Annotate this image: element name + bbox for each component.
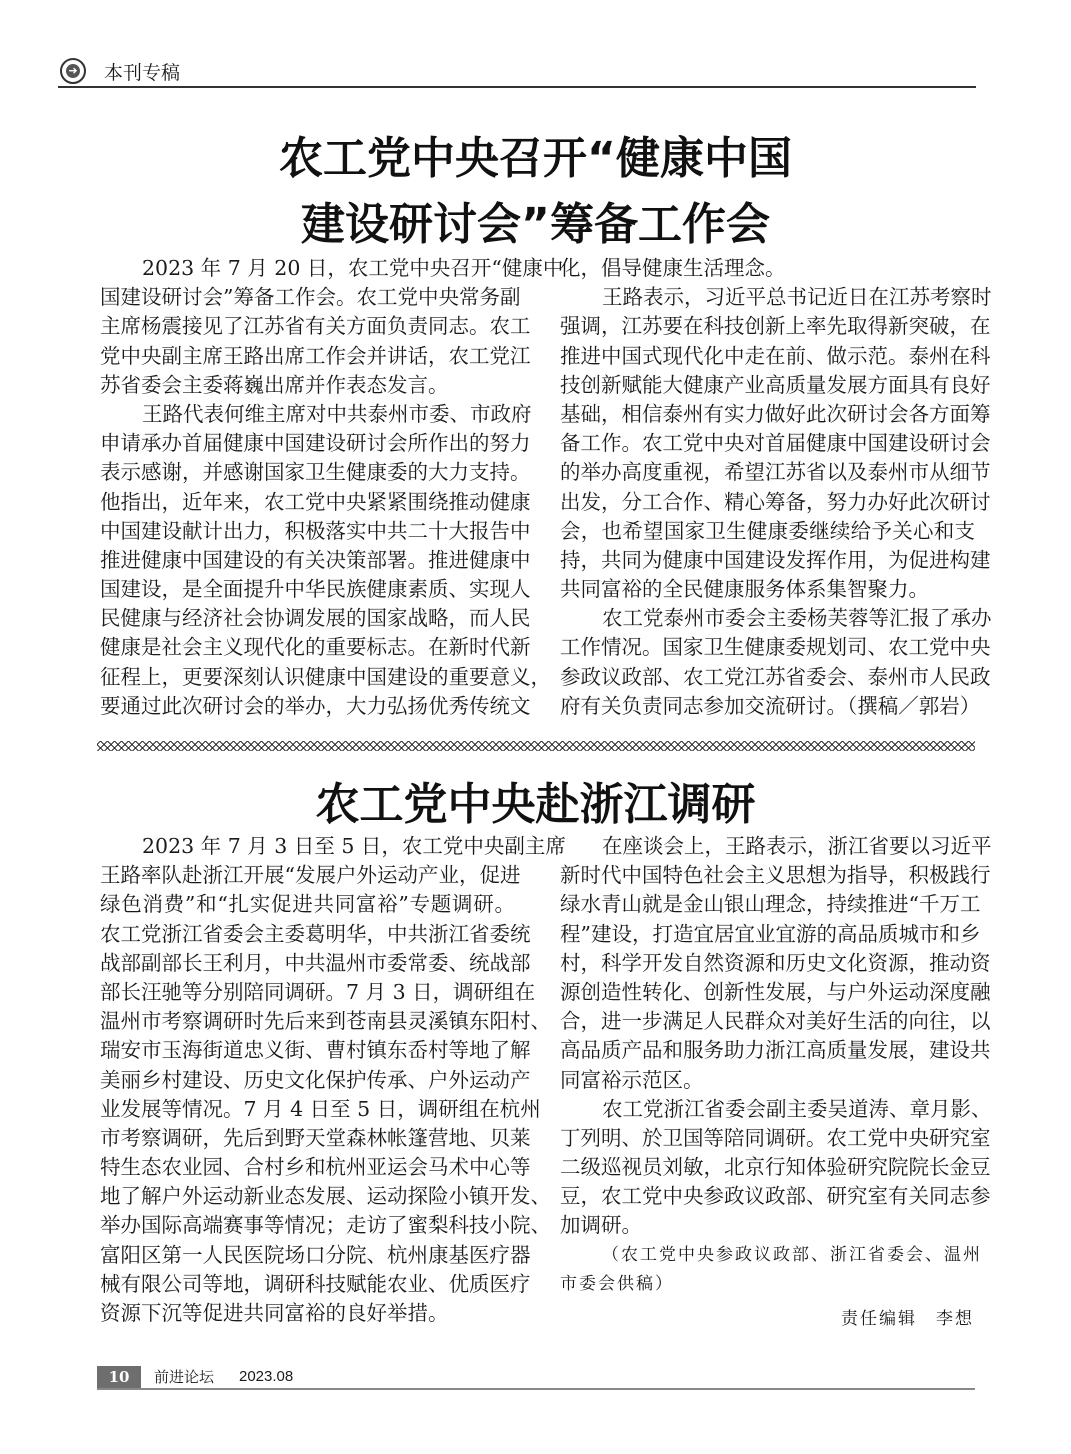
page-number: 10 xyxy=(97,1366,141,1388)
text-line: 资源下沉等促进共同富裕的良好举措。 xyxy=(100,1301,449,1325)
text-line: 业发展等情况。7 月 4 日至 5 日，调研组在杭州 xyxy=(100,1096,541,1121)
text-line: 2023 年 7 月 20 日，农工党中央召开“健康中 xyxy=(142,256,564,280)
text-line: 2023 年 7 月 3 日至 5 日，农工党中央副主席 xyxy=(142,834,566,858)
text-line: 市考察调研，先后到野天堂森林帐篷营地、贝莱 xyxy=(100,1125,531,1150)
text-line: 瑞安市玉海街道忠义街、曹村镇东岙村等地了解 xyxy=(100,1038,531,1063)
text-line: 地了解户外运动新业态发展、运动探险小镇开发、 xyxy=(100,1184,551,1209)
text-line: 党中央副主席王路出席工作会并讲话，农工党江 xyxy=(100,343,531,368)
text-line: 合，进一步满足人民群众对美好生活的向往，以 xyxy=(560,1009,991,1034)
text-line: （农工党中央参政议政部、浙江省委会、温州 xyxy=(602,1244,982,1265)
text-line: 在座谈会上，王路表示，浙江省要以习近平 xyxy=(602,834,992,858)
text-line: 中国建设献计出力，积极落实中共二十大报告中 xyxy=(100,518,531,543)
text-line: 工作情况。国家卫生健康委规划司、农工党中央 xyxy=(560,635,991,660)
text-line: 丁列明、於卫国等陪同调研。农工党中央研究室 xyxy=(560,1125,991,1150)
article2-title: 农工党中央赴浙江调研 xyxy=(315,779,756,830)
text-line: 王路率队赴浙江开展“发展户外运动产业，促进 xyxy=(100,863,521,888)
text-line: 市委会供稿） xyxy=(560,1273,674,1294)
text-line: 要通过此次研讨会的举办，大力弘扬优秀传统文 xyxy=(100,693,531,718)
text-line: 特生态农业园、合村乡和杭州亚运会马术中心等 xyxy=(100,1155,531,1180)
text-line: 农工党浙江省委会副主委吴道涛、章月影、 xyxy=(602,1096,992,1121)
arrow-right-circle-icon: ➜ xyxy=(60,58,86,84)
paragraph xyxy=(100,400,551,721)
paragraph xyxy=(560,254,975,283)
paragraph xyxy=(560,604,992,721)
text-line: 械有限公司等地，调研科技赋能农业、优质医疗 xyxy=(100,1271,531,1296)
text-line: 高品质产品和服务助力浙江高质量发展，建设共 xyxy=(560,1038,991,1063)
text-line: 化，倡导健康生活理念。 xyxy=(560,256,786,280)
text-line: 温州市考察调研时先后来到苍南县灵溪镇东阳村、 xyxy=(100,1009,551,1034)
article2-left-column xyxy=(100,832,566,1328)
text-line: 共同富裕的全民健康服务体系集智聚力。 xyxy=(560,577,929,602)
text-line: 王路表示，习近平总书记近日在江苏考察时 xyxy=(602,285,992,310)
article1-right-column xyxy=(560,254,992,721)
text-line: 程”建设，打造宜居宜业宜游的高品质城市和乡 xyxy=(560,921,981,946)
article2-right-column xyxy=(560,832,992,1299)
text-line: 国建设，是全面提升中华民族健康素质、实现人 xyxy=(100,577,531,602)
text-line: 出发，分工合作、精心筹备，努力办好此次研讨 xyxy=(560,489,991,514)
text-line: 他指出，近年来，农工党中央紧紧围绕推动健康 xyxy=(100,489,531,514)
text-line: 备工作。农工党中央对首届健康中国建设研讨会 xyxy=(560,431,991,456)
paragraph xyxy=(560,283,992,604)
text-line: 府有关负责同志参加交流研讨。（撰稿／郭岩） xyxy=(560,693,981,718)
paragraph xyxy=(560,1095,992,1241)
text-line: 绿色消费”和“扎实促进共同富裕”专题调研。 xyxy=(100,892,515,917)
text-line: 主席杨震接见了江苏省有关方面负责同志。农工 xyxy=(100,314,531,339)
page-footer xyxy=(97,1366,975,1390)
text-line: 民健康与经济社会协调发展的国家战略，而人民 xyxy=(100,606,531,631)
text-line: 健康是社会主义现代化的重要标志。在新时代新 xyxy=(100,635,531,660)
text-line: 绿水青山就是金山银山理念，持续推进“千万工 xyxy=(560,892,981,917)
text-line: 征程上，更要深刻认识健康中国建设的重要意义， xyxy=(100,664,551,689)
text-line: 同富裕示范区。 xyxy=(560,1067,704,1092)
text-line: 推进健康中国建设的有关决策部署。推进健康中 xyxy=(100,547,531,572)
responsible-editor: 责任编辑 李想 xyxy=(841,1309,974,1329)
text-line: 会，也希望国家卫生健康委继续给予关心和支 xyxy=(560,518,975,543)
text-line: 苏省委会主委蒋巍出席并作表态发言。 xyxy=(100,372,449,397)
text-line: 农工党浙江省委会主委葛明华，中共浙江省委统 xyxy=(100,921,531,946)
section-divider xyxy=(97,741,975,751)
text-line: 基础，相信泰州有实力做好此次研讨会各方面筹 xyxy=(560,401,991,426)
magazine-name: 前进论坛 xyxy=(154,1368,215,1386)
text-line: 加调研。 xyxy=(560,1213,642,1238)
paragraph xyxy=(100,832,566,1328)
paragraph xyxy=(560,832,992,1095)
source-credit xyxy=(560,1241,982,1299)
text-line: 技创新赋能大健康产业高质量发展方面具有良好 xyxy=(560,372,991,397)
text-line: 美丽乡村建设、历史文化保护传承、户外运动产 xyxy=(100,1067,531,1092)
text-line: 富阳区第一人民医院场口分院、杭州康基医疗器 xyxy=(100,1242,531,1267)
article1-left-column xyxy=(100,254,564,721)
article1-title-line1: 农工党中央召开“健康中国 xyxy=(279,133,792,184)
issue-date: 2023.08 xyxy=(239,1368,294,1385)
section-header xyxy=(58,56,976,88)
text-line: 豆，农工党中央参政议政部、研究室有关同志参 xyxy=(560,1184,991,1209)
text-line: 的举办高度重视，希望江苏省以及泰州市从细节 xyxy=(560,460,991,485)
text-line: 部长汪驰等分别陪同调研。7 月 3 日，调研组在 xyxy=(100,979,536,1004)
text-line: 源创造性转化、创新性发展，与户外运动深度融 xyxy=(560,979,991,1004)
section-label: 本刊专稿 xyxy=(104,62,181,84)
text-line: 王路代表何维主席对中共泰州市委、市政府 xyxy=(142,401,532,426)
text-line: 推进中国式现代化中走在前、做示范。泰州在科 xyxy=(560,343,991,368)
text-line: 申请承办首届健康中国建设研讨会所作出的努力 xyxy=(100,431,531,456)
paragraph xyxy=(100,254,564,400)
text-line: 表示感谢，并感谢国家卫生健康委的大力支持。 xyxy=(100,460,531,485)
text-line: 村，科学开发自然资源和历史文化资源，推动资 xyxy=(560,950,991,975)
text-line: 强调，江苏要在科技创新上率先取得新突破，在 xyxy=(560,314,991,339)
text-line: 参政议政部、农工党江苏省委会、泰州市人民政 xyxy=(560,664,991,689)
text-line: 持，共同为健康中国建设发挥作用，为促进构建 xyxy=(560,547,991,572)
text-line: 战部副部长王利月，中共温州市委常委、统战部 xyxy=(100,950,531,975)
article1-title-line2: 建设研讨会”筹备工作会 xyxy=(301,199,770,250)
text-line: 举办国际高端赛事等情况；走访了蜜梨科技小院、 xyxy=(100,1213,551,1238)
text-line: 农工党泰州市委会主委杨芙蓉等汇报了承办 xyxy=(602,606,992,631)
text-line: 国建设研讨会”筹备工作会。农工党中央常务副 xyxy=(100,285,521,310)
text-line: 新时代中国特色社会主义思想为指导，积极践行 xyxy=(560,863,991,888)
text-line: 二级巡视员刘敏，北京行知体验研究院院长金豆 xyxy=(560,1155,991,1180)
